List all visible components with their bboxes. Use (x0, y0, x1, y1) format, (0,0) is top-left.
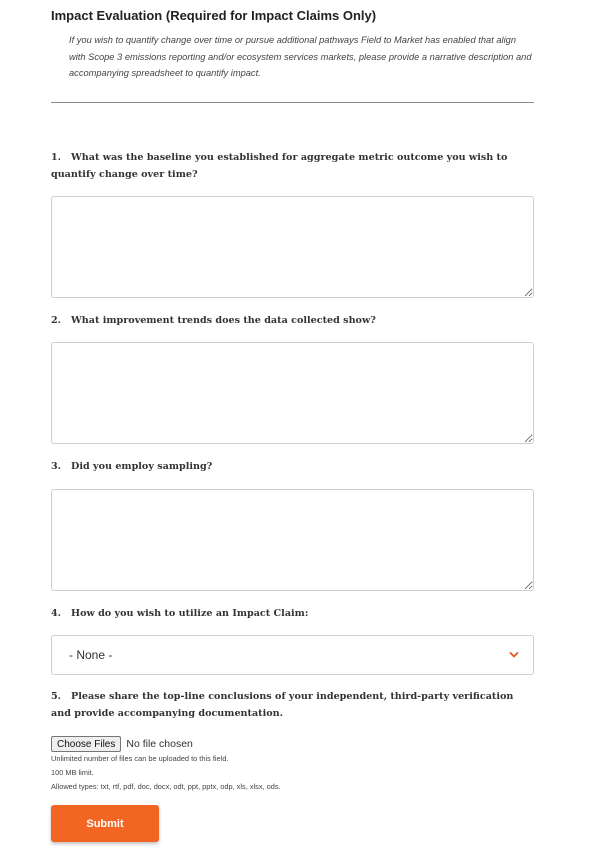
submit-button[interactable]: Submit (51, 805, 159, 842)
question-text: Please share the top-line conclusions of your independent, third-party verification and provide accompanying documentation. (51, 691, 514, 719)
question-text: How do you wish to utilize an Impact Claim: (71, 608, 309, 619)
question-number: 2. (51, 315, 62, 326)
question-number: 3. (51, 461, 62, 472)
question-1-label (51, 149, 534, 183)
question-2-label (51, 312, 534, 329)
section-divider (51, 102, 534, 103)
question-3-label (51, 458, 534, 475)
file-help-count: Unlimited number of files can be uploaded to this field. (51, 754, 229, 763)
question-number: 1. (51, 152, 62, 163)
question-text: What improvement trends does the data collected show? (71, 315, 376, 326)
file-status: No file chosen (126, 738, 193, 750)
question-4-label (51, 605, 534, 622)
file-help-types: Allowed types: txt, rtf, pdf, doc, docx, odt, ppt, pptx, odp, xls, xlsx, ods. (51, 782, 281, 791)
question-text: What was the baseline you established for aggregate metric outcome you wish to quantify change over time? (51, 152, 508, 180)
question-number: 5. (51, 691, 62, 702)
choose-files-button[interactable]: Choose Files (51, 736, 121, 752)
chevron-down-icon (508, 648, 520, 662)
baseline-textarea[interactable] (51, 196, 534, 298)
file-upload (51, 736, 193, 752)
improvement-trends-textarea[interactable] (51, 342, 534, 444)
impact-claim-select[interactable] (51, 635, 534, 675)
question-5-label (51, 688, 534, 722)
section-intro: If you wish to quantify change over time or pursue additional pathways Field to Market has enabled that align with Scope 3 emissions reporting and/or ecosystem services markets, please provide a narrative description and accompanying spreadsheet to quantify impact. (69, 35, 532, 78)
impact-claim-selected-value: - None - (69, 648, 113, 662)
file-help-size: 100 MB limit. (51, 768, 94, 777)
section-title: Impact Evaluation (Required for Impact Claims Only) (51, 8, 377, 23)
question-number: 4. (51, 608, 62, 619)
sampling-textarea[interactable] (51, 489, 534, 591)
question-text: Did you employ sampling? (71, 461, 213, 472)
